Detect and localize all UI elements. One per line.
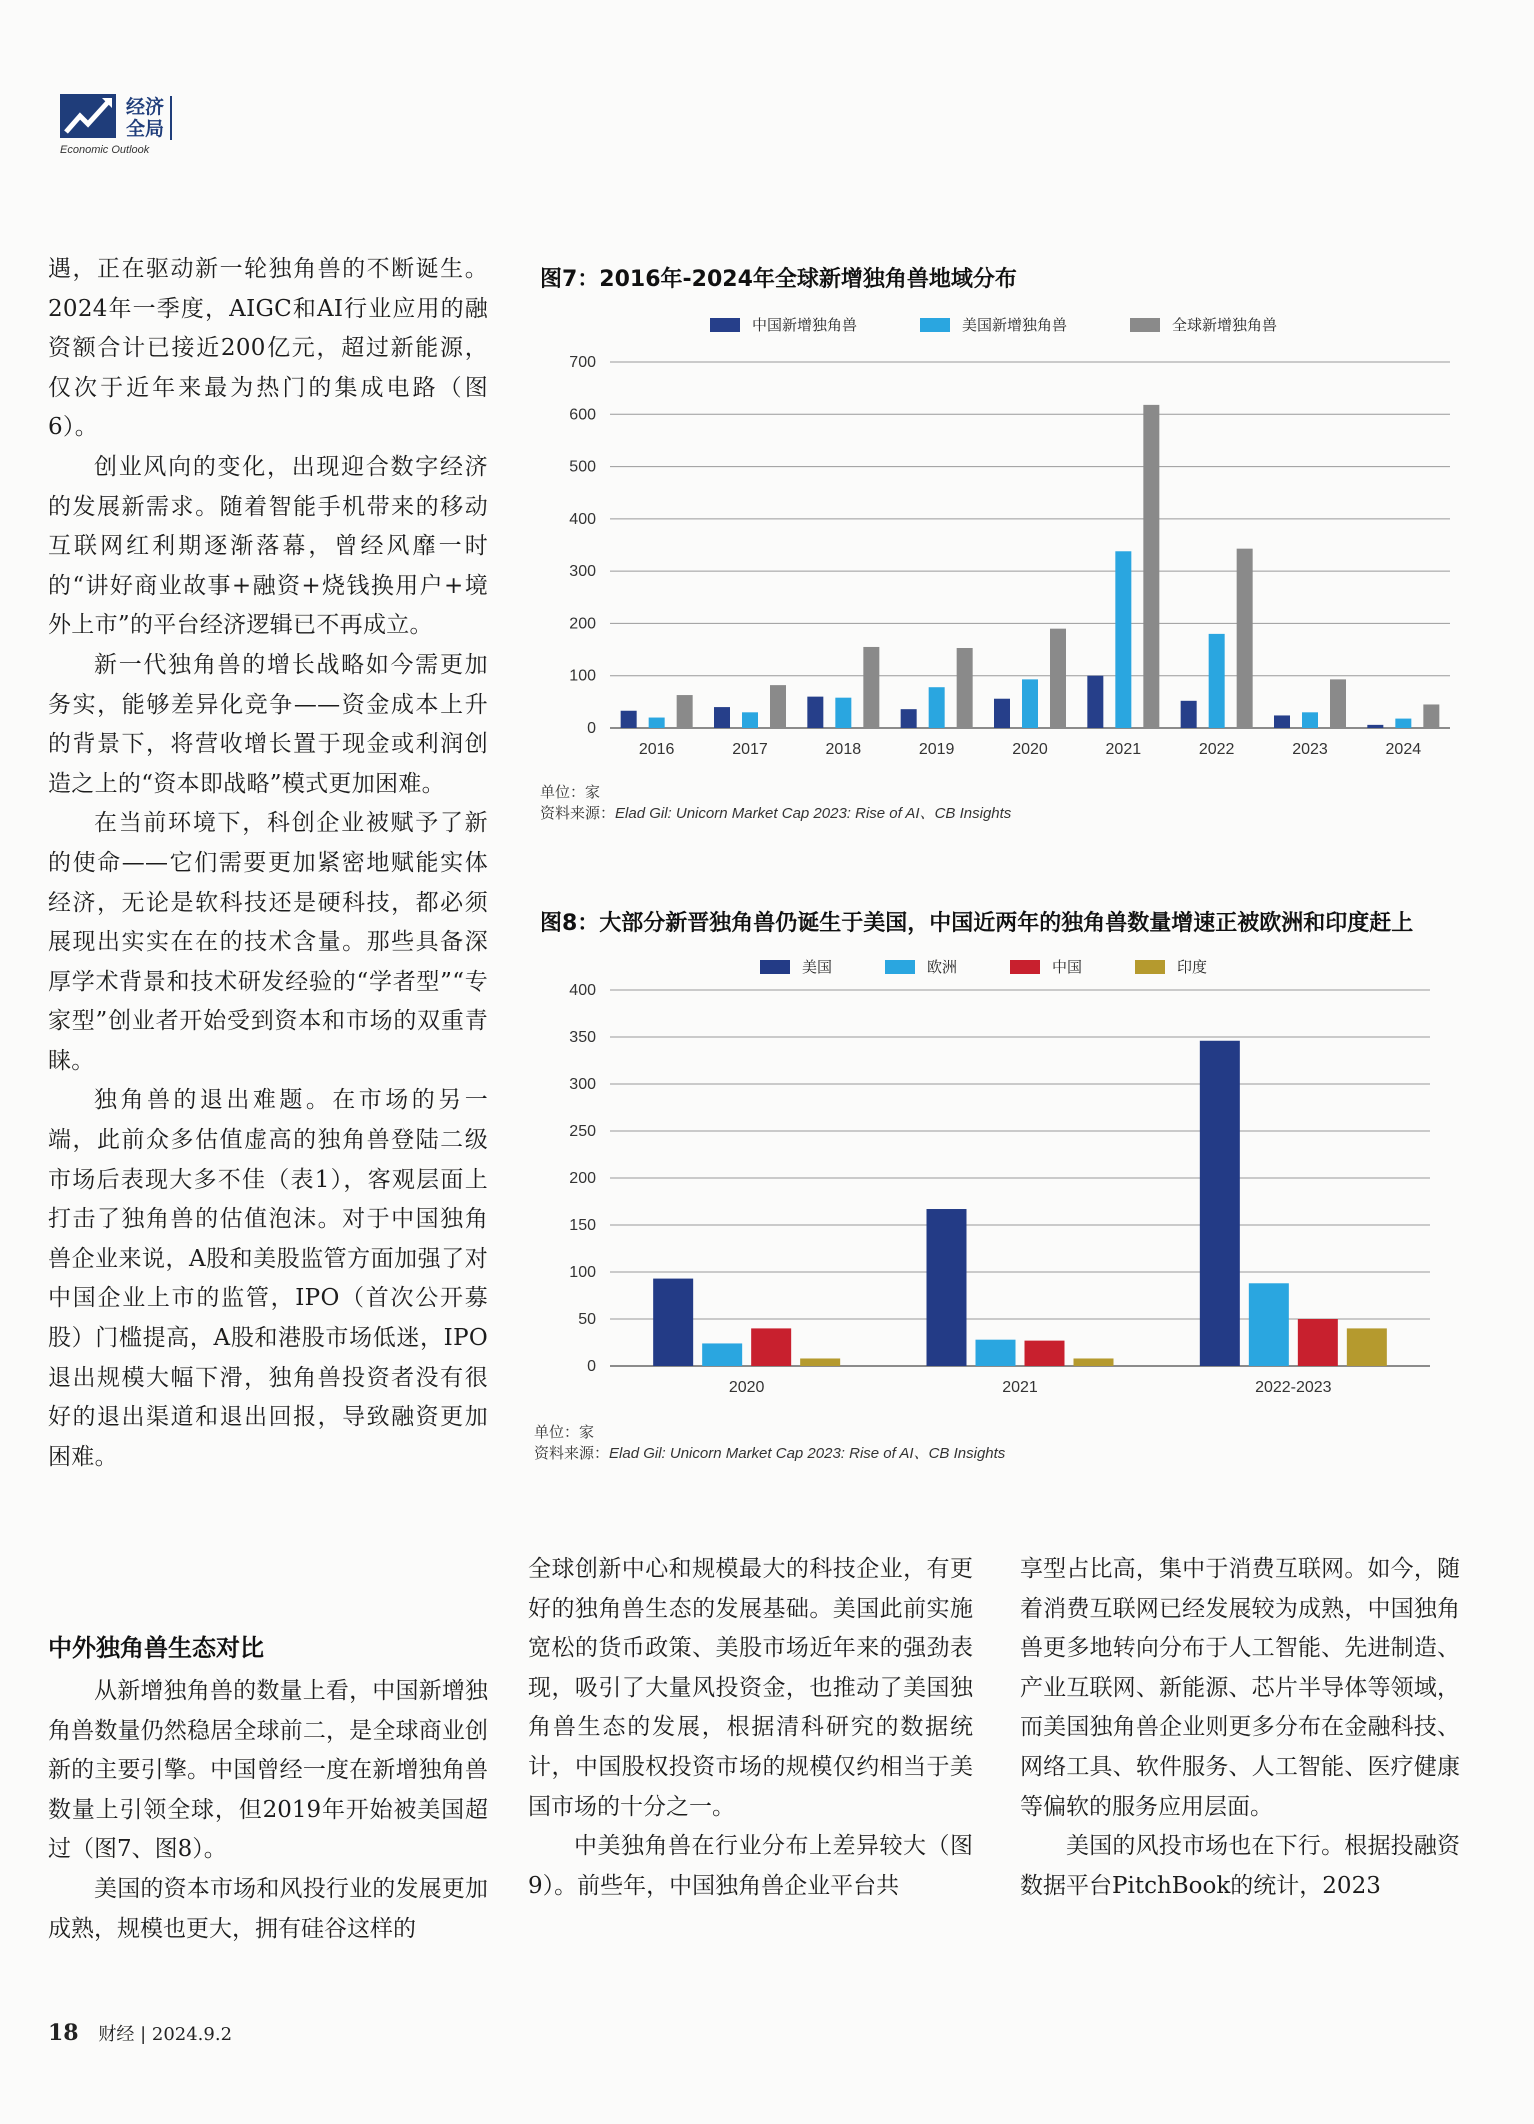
bar [1087,676,1103,728]
x-tick-label: 2018 [825,741,862,758]
y-tick-label: 50 [578,1311,596,1328]
brand-en: Economic Outlook [60,144,150,156]
paragraph: 创业风向的变化，出现迎合数字经济的发展新需求。随着智能手机带来的移动互联网红利期逐渐落幕，曾经风靡一时的“讲好商业故事+融资+烧钱换用户+境外上市”的平台经济逻辑已不再成立。 [48,453,488,639]
section-heading: 中外独角兽生态对比 [48,1634,264,1662]
bar [653,1279,693,1366]
bar [1395,719,1411,728]
x-tick-label: 2022-2023 [1255,1379,1332,1396]
legend-label: 美国 [802,959,833,976]
bar [751,1328,791,1366]
bar [927,1209,967,1366]
bar [1347,1328,1387,1366]
bar [1074,1358,1114,1366]
y-tick-label: 400 [569,982,596,999]
bar [1115,551,1131,728]
bar [677,695,693,728]
y-tick-label: 300 [569,1076,596,1093]
paragraph: 独角兽的退出难题。在市场的另一端，此前众多估值虚高的独角兽登陆二级市场后表现大多不佳（表1），客观层面上打击了独角兽的估值泡沫。对于中国独角兽企业来说，A股和美股监管方面加强了对中国企业上市的监管，IPO（首次公开募股）门槛提高，A股和港股市场低迷，IPO退出规模大幅下滑，独角兽投资者没有很好的退出渠道和退出回报，导致融资更加困难。 [48,1087,488,1470]
y-tick-label: 0 [587,1358,596,1375]
fig8-source: Elad Gil: Unicorn Market Cap 2023: Rise of AI、CB Insights [609,1445,1006,1462]
right-column [1020,1550,1460,1906]
bar [1274,715,1290,728]
middle-column [528,1550,973,1906]
x-tick-label: 2017 [732,741,768,758]
legend-swatch [710,318,740,332]
bar [994,699,1010,728]
fig7-unit: 单位：家 [540,784,601,801]
x-tick-label: 2024 [1385,741,1422,758]
legend-swatch [760,960,790,974]
page-footer [48,2020,232,2046]
x-tick-label: 2020 [728,1379,765,1396]
legend-swatch [1130,318,1160,332]
paragraph: 在当前环境下，科创企业被赋予了新的使命——它们需要更加紧密地赋能实体经济，无论是软科技还是硬科技，都必须展现出实实在在的技术含量。那些具备深厚学术背景和技术研发经验的“学者型”“专家型”创业者开始受到资本和市场的双重青睐。 [48,810,488,1074]
y-tick-label: 350 [569,1029,596,1046]
y-tick-label: 300 [569,563,596,581]
legend-label: 中国 [1052,959,1083,976]
x-tick-label: 2022 [1198,741,1235,758]
magazine-issue: 财经 | 2024.9.2 [98,2024,233,2045]
fig8-source-label: 资料来源： [534,1445,610,1462]
bar [1367,725,1383,728]
bar [929,687,945,728]
paragraph: 从新增独角兽的数量上看，中国新增独角兽数量仍然稳居全球前二，是全球商业创新的主要引擎。中国曾经一度在新增独角兽数量上引领全球，但2019年开始被美国超过（图7、图8）。 [48,1678,488,1863]
bar [1302,712,1318,728]
paragraph: 中美独角兽在行业分布上差异较大（图9）。前些年，中国独角兽企业平台共 [528,1833,973,1899]
y-tick-label: 100 [569,667,596,685]
bar [863,647,879,728]
y-tick-label: 200 [569,615,596,633]
y-tick-label: 250 [569,1123,596,1140]
bar [1330,679,1346,728]
magazine-logo [58,92,178,162]
bar [770,685,786,728]
left-column [48,250,488,1477]
legend-label: 全球新增独角兽 [1172,317,1278,334]
legend-label: 美国新增独角兽 [962,317,1068,334]
x-tick-label: 2021 [1002,1379,1038,1396]
bar [807,697,823,728]
bar [714,707,730,728]
paragraph: 新一代独角兽的增长战略如今需更加务实，能够差异化竞争——资金成本上升的背景下，将营收增长置于现金或利润创造之上的“资本即战略”模式更加困难。 [48,651,488,797]
legend-label: 欧洲 [927,959,958,976]
fig8-unit: 单位：家 [534,1424,595,1441]
legend-label: 印度 [1177,959,1208,976]
bar [1022,679,1038,728]
bar [1209,634,1225,728]
legend-swatch [920,318,950,332]
legend-swatch [1010,960,1040,974]
fig7-notes [540,782,1011,824]
fig7-source: Elad Gil: Unicorn Market Cap 2023: Rise of AI、CB Insights [615,805,1012,822]
fig7-title: 图7：2016年-2024年全球新增独角兽地域分布 [540,267,1017,292]
bar [1237,549,1253,728]
y-tick-label: 400 [569,510,596,528]
bar [1143,405,1159,728]
x-tick-label: 2021 [1105,741,1142,758]
fig7-source-label: 资料来源： [540,805,616,822]
bar [1025,1341,1065,1366]
bar [742,712,758,728]
bar [1050,629,1066,728]
bar [835,698,851,728]
fig8-chart [540,948,1470,1418]
legend-label: 中国新增独角兽 [752,317,858,334]
fig8-title: 图8：大部分新晋独角兽仍诞生于美国，中国近两年的独角兽数量增速正被欧洲和印度赶上 [540,911,1414,936]
brand-cn: 经济 全局 [126,96,172,140]
bar [649,718,665,728]
bar [1423,704,1439,728]
fig7-chart [540,300,1470,770]
page-number: 18 [48,2020,79,2046]
bar [957,648,973,728]
y-tick-label: 200 [569,1170,596,1187]
y-tick-label: 700 [569,354,596,371]
y-tick-label: 600 [569,406,596,424]
y-tick-label: 0 [587,720,596,737]
y-tick-label: 150 [569,1217,596,1234]
y-tick-label: 500 [569,458,596,476]
paragraph: 遇，正在驱动新一轮独角兽的不断诞生。2024年一季度，AIGC和AI行业应用的融资额合计已接近200亿元，超过新能源，仅次于近年来最为热门的集成电路（图6）。 [48,256,488,441]
paragraph: 享型占比高，集中于消费互联网。如今，随着消费互联网已经发展较为成熟，中国独角兽更多地转向分布于人工智能、先进制造、产业互联网、新能源、芯片半导体等领域，而美国独角兽企业则更多分布在金融科技、网络工具、软件服务、人工智能、医疗健康等偏软的服务应用层面。 [1020,1556,1460,1820]
bar [1181,701,1197,728]
bar [1298,1319,1338,1366]
bar [800,1358,840,1366]
chart-arrow-icon [58,92,118,142]
bar [1249,1283,1289,1366]
bar [901,709,917,728]
paragraph: 美国的风投市场也在下行。根据投融资数据平台PitchBook的统计，2023 [1020,1833,1460,1899]
paragraph: 全球创新中心和规模最大的科技企业，有更好的独角兽生态的发展基础。美国此前实施宽松的货币政策、美股市场近年来的强劲表现，吸引了大量风投资金，也推动了美国独角兽生态的发展，根据清科研究的数据统计，中国股权投资市场的规模仅约相当于美国市场的十分之一。 [528,1556,973,1820]
x-tick-label: 2020 [1012,741,1048,758]
legend-swatch [1135,960,1165,974]
fig8-notes [534,1422,1005,1464]
left-column-lower [48,1672,488,1949]
paragraph: 美国的资本市场和风投行业的发展更加成熟，规模也更大，拥有硅谷这样的 [48,1875,488,1942]
y-tick-label: 100 [569,1264,596,1281]
x-tick-label: 2023 [1292,741,1328,758]
legend-swatch [885,960,915,974]
bar [976,1340,1016,1366]
x-tick-label: 2016 [638,741,675,758]
bar [621,711,637,728]
bar [702,1343,742,1366]
bar [1200,1041,1240,1366]
x-tick-label: 2019 [918,741,955,758]
